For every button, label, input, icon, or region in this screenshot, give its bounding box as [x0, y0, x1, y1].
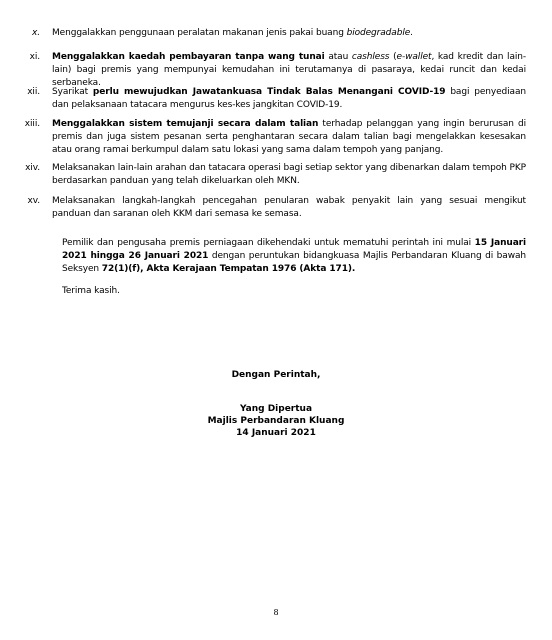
list-item-number: xiv.: [25, 163, 40, 173]
text-run: Melaksanakan lain-lain arahan dan tatacara operasi bagi setiap sektor yang dibenarkan dalam tempoh PKP berdasarkan panduan yang telah dikeluarkan oleh MKN.: [52, 163, 526, 186]
thanks-text: Terima kasih.: [62, 286, 120, 296]
text-run: (: [389, 52, 397, 62]
text-run: , kad kredit dan lain-lain) bagi premis yang mempunyai kemudahan ini terutamanya di pasaraya, kedai runcit dan kedai serbaneka.: [52, 52, 527, 88]
text-run: Melaksanakan langkah-langkah pencegahan penularan wabak penyakit lain yang sesuai mengikut panduan dan saranan oleh KKM dari semasa ke semasa.: [52, 196, 526, 219]
list-item-number: xi.: [29, 52, 40, 62]
text-run: Syarikat: [52, 87, 93, 97]
text-run: Pemilik dan pengusaha premis perniagaan dikehendaki untuk mematuhi perintah ini mulai: [62, 238, 475, 248]
text-run: .: [410, 28, 413, 38]
list-item-number: xv.: [27, 196, 40, 206]
list-item-number: xii.: [27, 87, 40, 97]
list-item-number: x.: [32, 28, 40, 38]
signature-title: Yang Dipertua: [239, 404, 313, 414]
text-run: terhadap pelanggan yang ingin berurusan di premis dan juga sistem pesanan serta penghantaran secara dalam talian bagi mengelakkan kesesakan atau orang ramai berkumpul dalam satu lokasi yang sama dalam tempoh yang panjang.: [52, 119, 526, 155]
list-item-text: [52, 51, 526, 90]
text-run: 15 Januari 2021 hingga 26 Januari 2021: [62, 238, 526, 261]
text-run: Menggalakkan sistem temujanji secara dalam talian: [52, 119, 319, 129]
list-item-text: [52, 162, 526, 188]
text-run: Menggalakkan kaedah pembayaran tanpa wang tunai: [52, 52, 325, 62]
text-run: Menggalakkan penggunaan peralatan makanan jenis pakai buang: [52, 28, 347, 38]
signature-organisation: Majlis Perbandaran Kluang: [207, 416, 345, 426]
text-run: atau: [324, 52, 352, 62]
text-run: biodegradable: [346, 28, 411, 38]
signature-date: 14 Januari 2021: [236, 428, 316, 438]
list-item-text: [52, 195, 526, 221]
text-run: cashless: [351, 52, 390, 62]
signature-order: Dengan Perintah,: [231, 370, 321, 380]
text-run: 72(1)(f), Akta Kerajaan Tempatan 1976 (Akta 171).: [101, 264, 356, 274]
list-item-text: [52, 27, 526, 40]
closing-paragraph: [62, 237, 526, 276]
text-run: e-wallet: [396, 52, 432, 62]
text-run: bagi penyediaan dan pelaksanaan tatacara mengurus kes-kes jangkitan COVID-19.: [52, 87, 526, 110]
text-run: perlu mewujudkan Jawatankuasa Tindak Balas Menangani COVID-19: [92, 87, 446, 97]
list-item-number: xiii.: [24, 119, 40, 129]
list-item-text: [52, 86, 526, 112]
list-item-text: [52, 118, 526, 157]
text-run: dengan peruntukan bidangkuasa Majlis Perbandaran Kluang di bawah Seksyen: [62, 251, 526, 274]
page-number: 8: [273, 608, 279, 617]
